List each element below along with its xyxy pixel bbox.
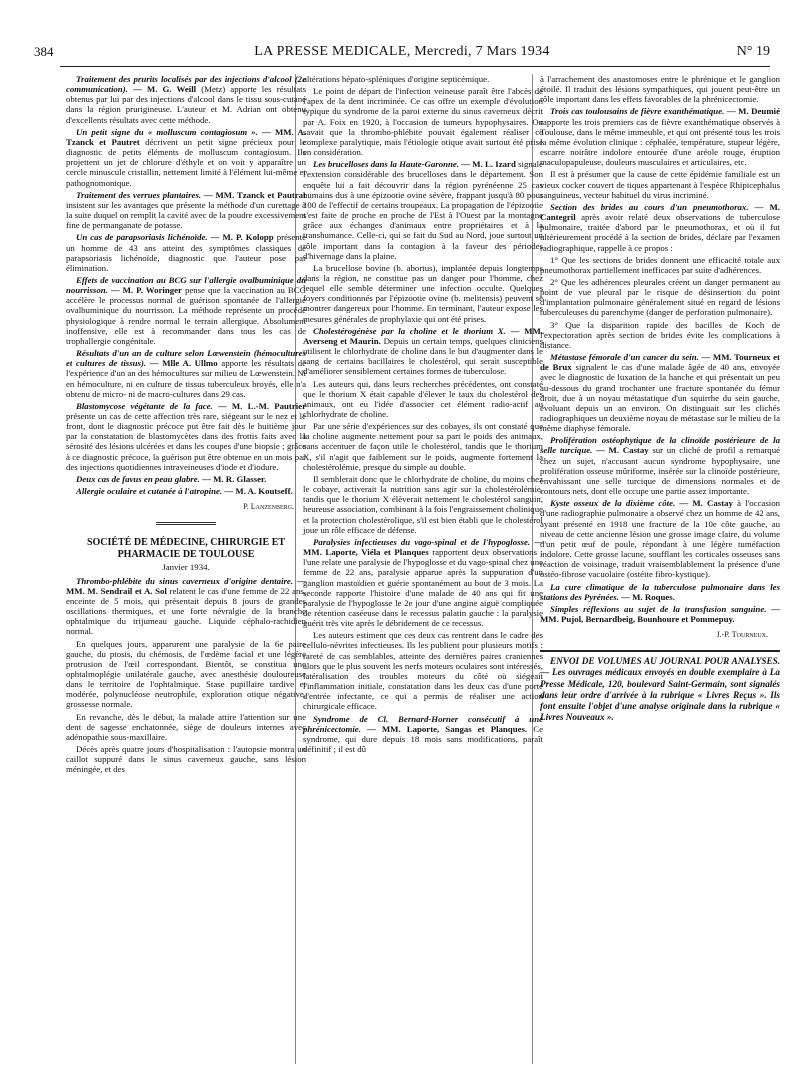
column-right xyxy=(540,74,780,726)
abstract: Métastase fémorale d'un cancer du sein. — MM. Tourneux et de Brux signalent le cas d'une malade âgée de 40 ans, envoyée avec le diagnostic de luxation de la hanche et qui présentait un peu au-dessous du grand trochanter une fracture spontanée du fémur droit, due à un noyau métastatique d'un squirrhe du sein gauche, évoluant depuis un an environ. On distinguait sur les clichés radiographiques un deuxième noyau de métastase sur le milieu de la même diaphyse fémorale. xyxy=(540,352,780,434)
paragraph: Les auteurs qui, dans leurs recherches précédentes, ont constaté que le thorium X était capable d'élever le taux du cholestérol des animaux, ont eu l'idée d'associer cet élément radio-actif au chlorhydrate de choline. xyxy=(303,378,543,419)
issue-number: N° 19 xyxy=(736,44,770,59)
abstract: La cure climatique de la tuberculose pulmonaire dans les stations des Pyrénées. — M. Roques. xyxy=(540,581,780,602)
column-left xyxy=(66,74,306,777)
abstract: Effets de vaccination au BCG sur l'allergie ovalbuminique du nourrisson. — M. P. Woringer pense que la vaccination au BCG accélère le processus normal de guérison spontanée de l'allergie ovalbuminique du nourrisson. La méthode représente un procédé physiologique à rendre normal le terrain allergique. Absolument inoffensive, elle est à recommander dans tous les cas de trophallergie congénitale. xyxy=(66,274,306,346)
paragraph: Le point de départ de l'infection veineuse paraît être l'abcès de l'apex de la dent incriminée. Ce cas offre un exemple d'évolution typique du syndrome de la paroi externe du sinus caverneux décrit par A. Foix en 1920, à l'occasion de tumeurs hypophysaires. On savait que la thrombo-phlébite pouvait également réaliser ce complexe paralytique, mais l'étiologie otique avait surtout été prise en considération. xyxy=(303,86,543,158)
abstract: Prolifération ostéophytique de la clinoïde postérieure de la selle turcique. — M. Castay sur un cliché de profil a remarqué chez un sujet, n'accusant aucun syndrome hypophysaire, une prolifération osseuse mûriforme, insérée sur la clinoïde postérieure, envahissant une selle turcique de dimensions normales et de contours nets, dont elle occupe une partie assez importante. xyxy=(540,435,781,497)
paragraph: Il semblerait donc que le chlorhydrate de choline, du moins chez le cobaye, activerait la nutrition sans agir sur la cholestérolémie, tandis que le thorium X élèverait nettement le cholestérol sanguin, heureuse association, combinant à la fois l'engraissement cholinique et la protection cholestérolique, s'il est bien établi que le cholestérol joue un rôle efficace de défense. xyxy=(303,473,544,535)
paragraph: 2° Que les adhérences pleurales créent un danger permanent au point de vue pleural par le risque de désinsertion du point d'implantation pulmonaire généralement situé en regard de lésions tuberculeuses du parenchyme (danger de perforation pulmonaire). xyxy=(540,276,780,318)
abstract: Un cas de parapsoriasis lichénoïde. — M. P. Kolopp présente un homme de 43 ans atteint des symptômes classiques de parapsoriasis lichénoïde, diagnostic que l'auteur pose par élimination. xyxy=(66,232,306,273)
paragraph: Il est à présumer que la cause de cette épidémie familiale est un vieux cocker couvert de tiques appartenant à l'espèce Rhipicephalus sanguineus, vecteur habituel du virus incriminé. xyxy=(540,169,780,200)
signature: J.-P. Tourneux. xyxy=(716,630,768,640)
page-header xyxy=(34,44,770,64)
page-number: 384 xyxy=(34,44,54,59)
section-title: SOCIÉTÉ DE MÉDECINE, CHIRURGIE ET PHARMACIE DE TOULOUSE xyxy=(86,537,286,561)
paragraph: Les auteurs estiment que ces deux cas rentrent dans le cadre des cellulo-névrites infectieuses. Ils les publient pour plusieurs motifs : rareté de cas semblables, atteinte des dernières paires craniennes alors que le plus souvent les nerfs moteurs oculaires sont intéressés, latéralisation des troubles moteurs du côté où siégeait l'inflammation initiale, constatation dans les deux cas d'une porte d'entrée infectante, ce qui a permis de réaliser une action chirurgicale efficace. xyxy=(303,630,543,712)
abstract: Thrombo-phlébite du sinus caverneux d'origine dentaire. — MM. M. Sendrail et A. Sol relatent le cas d'une femme de 22 ans, enceinte de 5 mois, qui présentait depuis 8 jours de grandes oscillations thermiques, et une forte névralgie de la branche ophtalmique du trijumeau gauche. Liquide céphalo-rachidien normal. xyxy=(66,575,307,637)
abstract: Simples réflexions au sujet de la transfusion sanguine. — MM. Pujol, Bernardbeig, Bounhoure et Pommepuy. xyxy=(540,603,780,624)
abstract: Traitement des verrues plantaires. — MM. Tzanck et Pautrat insistent sur les avantages que présente la méthode d'un curettage à la suite duquel on remplit la cavité avec de la poudre excessivement fine de permanganate de potasse. xyxy=(66,189,307,231)
paragraph: En quelques jours, apparurent une paralysie de la 6e paire gauche, du ptosis, du chémosis, de l'œdème facial et une légère protrusion de l'œil correspondant. Bientôt, se constitua une ophtalmoplégie unilatérale gauche, avec anesthésie douloureuse dans le territoire de l'ophtalmique. Stase pupillaire tardive et modérée, polynucléose neutrophile, exploration otique négative, grossesse normale. xyxy=(66,638,306,710)
paragraph: 3° Que la disparition rapide des bacilles de Koch de l'expectoration après section de brides évite les complications à distance. xyxy=(540,319,780,350)
paragraph: altérations hépato-spléniques d'origine septicémique. xyxy=(303,74,490,84)
section-date: Janvier 1934. xyxy=(162,562,210,573)
abstract: Un petit signe du « molluscum contagiosum ». — MM. A. Tzanck et Pautret décrivent un petit signe précieux pour le diagnostic de petits éléments de molluscum contagiosum. Ils projettent un jet de chlorure d'éthyle et on voit y apparaître un cercle minuscule cristallin, nettement limité à l'élément lui-même et pathognomonique. xyxy=(66,126,307,188)
abstract: Kyste osseux de la dixième côte. — M. Castay à l'occasion d'une radiographie pulmonaire a observé chez un homme de 42 ans, ayant présenté en 1918 une fracture de la 10e côte gauche, au niveau de cette ancienne lésion une grosse image claire, du volume d'un petit œuf de poule, répondant à une légère tuméfaction indolore. Cette grosse lacune, soufflant les corticales osseuses sans réaction de voisinage, traduit vraisemblablement la présence d'une ostéo-fibrose vacuolaire (ostéite fibro-kystique). xyxy=(540,498,780,580)
abstract: Traitement des prurits localisés par des injections d'alcool (2e communication). — M. G. Weill (Metz) apporte les résultats obtenus par lui par des injections d'alcool dans le tissu sous-cutané dans la région prurigineuse. L'auteur et M. Adrian ont obtenu d'excellents résultats avec cette méthode. xyxy=(66,74,307,125)
abstract: Deux cas de favus en peau glabre. — M. R. Glasser. xyxy=(76,473,267,484)
abstract: Blastomycose végétante de la face. — M. L.-M. Pautrier présente un cas de cette affection très rare, siégeant sur le nez et le front, dont le diagnostic précoce put être fait dès le huitième jour par la constatation de blastomycètes dans des frottis faits avec la sérosité des lésions ulcérées et dans les coupes d'une biopsie ; grâce à ce diagnostic précoce, la guérison put être obtenue en un mois par des injections quotidiennes intraveineuses d'iode et d'iodure. xyxy=(66,400,306,472)
abstract: Allergie oculaire et cutanée à l'atropine. — M. A. Koutseff. xyxy=(76,486,293,497)
abstract: Les brucelloses dans la Haute-Garonne. — M. L. Izard signale l'extension considérable des brucelloses dans le département. Son enquête lui a fait découvrir dans la région pyrénéenne 25 cas humains dus à une épizootie ovine sévère, frappant jusqu'à 80 pour 100 de l'effectif de certains troupeaux. La propagation de l'épizootie s'est faite de proche en proche de l'Est à l'Ouest par la montagne grâce aux échanges d'animaux entre propriétaires et à la transhumance. Celle-ci, qui se fait du Sud au Nord, joue surtout un rôle important dans la contagion à la faveur des périodes d'hivernage dans la plaine. xyxy=(303,159,543,261)
signature: P. Lanzenberg. xyxy=(243,502,294,512)
paragraph: 1° Que les sections de brides donnent une efficacité totale aux pneumothorax partiellement inefficaces par suite d'adhérences. xyxy=(540,254,780,275)
header-rule xyxy=(60,66,770,67)
separator xyxy=(156,522,216,525)
abstract: Cholestérogénèse par la choline et le thorium X. — MM. Averseng et Maurin. Depuis un certain temps, quelques cliniciens utilisent le chlorhydrate de choline dans le but d'augmenter dans le sang de certains bacillaires le cholestérol, qui serait susceptible d'améliorer sensiblement certaines formes de tuberculose. xyxy=(303,325,543,377)
notice-box: ENVOI DE VOLUMES AU JOURNAL POUR ANALYSES. — Les ouvrages médicaux envoyés en double exemplaire à La Presse Médicale, 120, boulevard Saint-Germain, sont signalés dans leur ordre d'arrivée à la rubrique « Livres Reçus ». Ils font ensuite l'objet d'une analyse originale dans la rubrique « Livres Nouveaux ». xyxy=(540,656,780,723)
paragraph: En revanche, dès le début, la malade attire l'attention sur une dent de sagesse enchatonnée, siège de douleurs internes avec adénopathie sous-maxillaire. xyxy=(66,711,306,742)
box-rule xyxy=(540,650,780,652)
paragraph: Par une série d'expériences sur des cobayes, ils ont constaté que la choline augmente nettement pour sa part le poids des animaux, sans accentuer de façon utile le cholestérol, tandis que le thorium X, s'il n'agit que faiblement sur le poids, augmente fortement la cholestérolémie, presque du simple au double. xyxy=(303,421,543,472)
column-middle xyxy=(303,74,543,756)
paragraph: Décès après quatre jours d'hospitalisation : l'autopsie montra un caillot suppuré dans le sinus caverneux gauche, sans lésion méningée, et des xyxy=(66,744,306,775)
abstract: Trois cas toulousains de fièvre exanthématique. — M. Deumié rapporte les trois premiers cas de fièvre exanthématique observés à Toulouse, dans le même immeuble, et qui ont présenté tous les trois la même évolution clinique : céphalée, température, stupeur légère, escarre noirâtre indolore entourée d'une aréole rouge, éruption maculopapuleuse, douleurs musculaires et articulaires, etc. xyxy=(540,106,780,168)
abstract: Paralysies infectieuses du vago-spinal et de l'hypoglosse. — MM. Laporte, Viéla et Planques rapportent deux observations : l'une relate une paralysie de l'hypoglosse et du vago-spinal chez une femme de 22 ans, paralysie apparue après la suppuration d'un ganglion mastoïdien et guérie spontanément au bout de 3 mois. La seconde rapporte l'histoire d'une malade de 40 ans qui fit une paralysie de l'hypoglosse le 2e jour d'une angine aiguë compliquée de rétention caséeuse dans le recessus palatin gauche : la paralysie guérit très vite après le débridement de ce recessus. xyxy=(303,536,543,629)
abstract: Syndrome de Cl. Bernard-Horner consécutif à une phrénicectomie. — MM. Laporte, Sangas et Planques. Ce syndrome, qui dure depuis 18 mois sans modifications, paraît définitif ; il est dû xyxy=(303,713,543,754)
paragraph: à l'arrachement des anastomoses entre le phrénique et le ganglion étoilé. Il traduit des lésions sympathiques, qui jouent peut-être un rôle important dans les effets favorables de la phrénicectomie. xyxy=(540,74,780,105)
paragraph: La brucellose bovine (b. abortus), implantée depuis longtemps dans la région, ne constitue pas un danger pour l'homme, chez lequel elle semble déterminer une infection occulte. Quelques foyers conditionnés par l'épizootie ovine (b. melitensis) peuvent se montrer dangereux pour l'homme. En terminant, l'auteur expose les mesures générales de prophylaxie qui ont été prises. xyxy=(303,262,543,324)
journal-title: LA PRESSE MEDICALE, Mercredi, 7 Mars 1934 xyxy=(254,44,550,59)
abstract: Section des brides au cours d'un pneumothorax. — M. Cantegril après avoir relaté deux observations de tuberculose pulmonaire, traitée d'abord par le pneumothorax, et où il fut ultérieurement procédé à la section de brides, déclare par l'examen radiographique, rappelle à ce propos : xyxy=(540,201,781,253)
abstract: Résultats d'un an de culture selon Lœwenstein (hémocultures et cultures de tissus). — Mlle A. Ullmo apporte les résultats de l'expérience d'un an des hémocultures sur milieu de Lœwenstein. Ni en hémoculture, ni en culture de tissus tuberculeux broyés, elle n'a obtenu de micro- ni de macro-cultures dans 29 cas. xyxy=(66,348,307,399)
